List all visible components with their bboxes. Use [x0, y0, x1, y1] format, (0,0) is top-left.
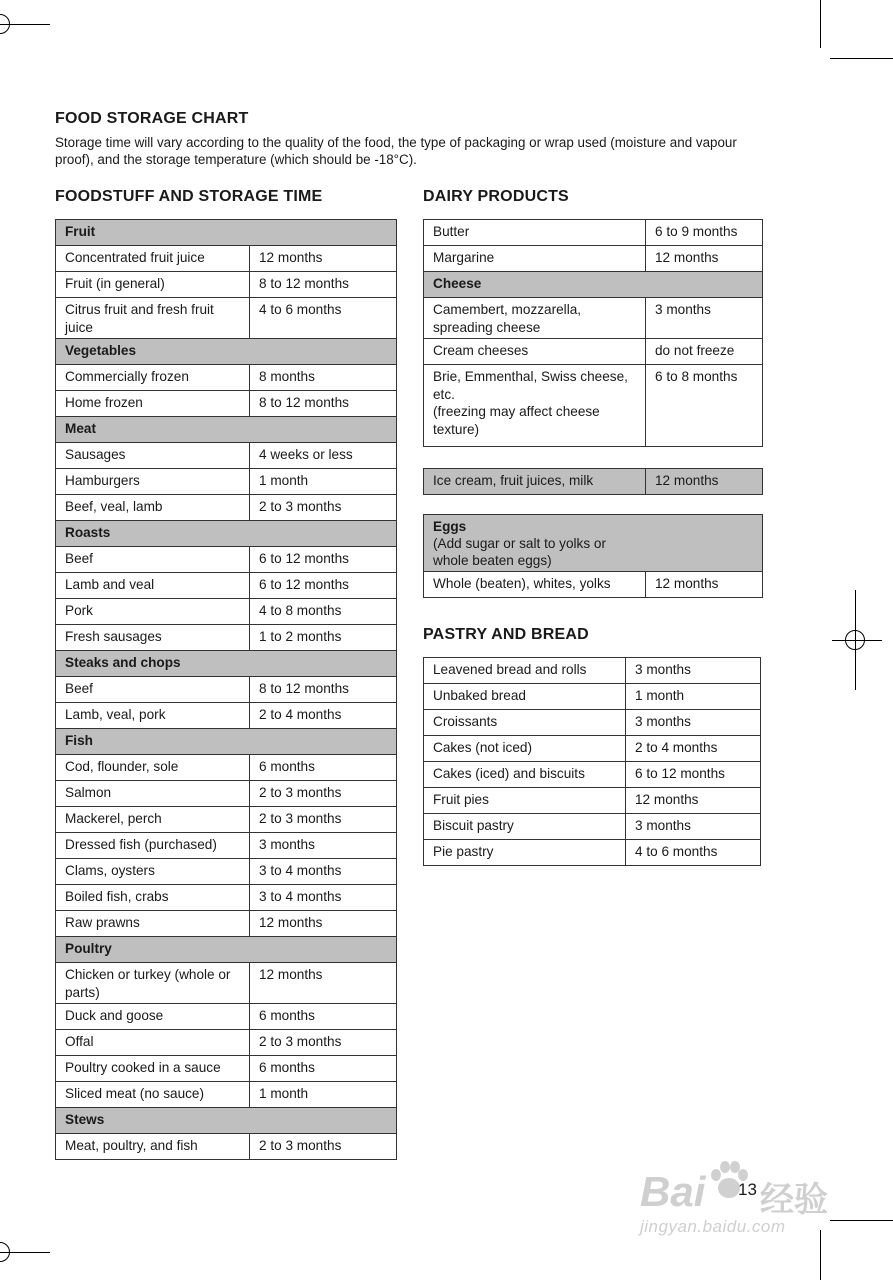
food-item: Pork [56, 599, 250, 625]
eggs-table [423, 514, 763, 598]
storage-time: 4 weeks or less [250, 443, 397, 469]
food-item: Ice cream, fruit juices, milk [424, 469, 646, 495]
registration-mark [845, 630, 865, 650]
food-item: Beef [56, 677, 250, 703]
table-row [56, 625, 397, 651]
category-row [424, 515, 763, 572]
table-row [56, 1082, 397, 1108]
table-row [56, 963, 397, 1004]
food-item: Camembert, mozzarella, spreading cheese [424, 298, 646, 339]
storage-time: 12 months [250, 911, 397, 937]
storage-time: 8 to 12 months [250, 272, 397, 298]
crop-mark [830, 1220, 893, 1221]
storage-time: 2 to 3 months [250, 495, 397, 521]
table-row [56, 547, 397, 573]
table-row [56, 677, 397, 703]
food-item: Whole (beaten), whites, yolks [424, 572, 646, 598]
crop-mark [830, 58, 893, 59]
storage-time: 2 to 4 months [250, 703, 397, 729]
category-eggs [424, 515, 763, 572]
food-item: Croissants [424, 710, 626, 736]
food-item: Unbaked bread [424, 684, 626, 710]
crop-mark [820, 0, 821, 48]
food-item: Beef [56, 547, 250, 573]
storage-time: 2 to 4 months [626, 736, 761, 762]
food-item: Clams, oysters [56, 859, 250, 885]
category-eggs-label: Eggs [433, 519, 467, 534]
storage-time: 8 months [250, 365, 397, 391]
storage-time: 2 to 3 months [250, 781, 397, 807]
food-item: Dressed fish (purchased) [56, 833, 250, 859]
food-item [424, 365, 646, 447]
storage-time: 6 months [250, 1004, 397, 1030]
dairy-heading: DAIRY PRODUCTS [423, 188, 569, 205]
table-row [424, 572, 763, 598]
food-item: Offal [56, 1030, 250, 1056]
intro-text: Storage time will vary according to the quality of the food, the type of packaging or wrap used (moisture and vapour proof), and the storage temperature (which should be -18°C). [55, 135, 737, 167]
page-title: FOOD STORAGE CHART [55, 110, 249, 127]
storage-time: 1 month [250, 1082, 397, 1108]
category-row [56, 339, 397, 365]
food-item-name: Brie, Emmenthal, Swiss cheese, etc. [433, 369, 628, 402]
storage-time: 6 to 12 months [250, 547, 397, 573]
storage-time: 12 months [250, 246, 397, 272]
category-cheese: Cheese [424, 272, 763, 298]
table-row [56, 1004, 397, 1030]
food-item: Fruit (in general) [56, 272, 250, 298]
table-row [56, 246, 397, 272]
category-row [424, 272, 763, 298]
food-item: Fresh sausages [56, 625, 250, 651]
registration-mark [0, 14, 10, 34]
food-item: Chicken or turkey (whole or parts) [56, 963, 250, 1004]
food-item: Raw prawns [56, 911, 250, 937]
table-row [56, 911, 397, 937]
storage-time: 12 months [646, 469, 763, 495]
table-row [56, 298, 397, 339]
storage-time: 4 to 8 months [250, 599, 397, 625]
category-row [56, 937, 397, 963]
storage-time: 12 months [626, 788, 761, 814]
food-item: Boiled fish, crabs [56, 885, 250, 911]
storage-time: 6 months [250, 1056, 397, 1082]
category-meat: Meat [56, 417, 397, 443]
category-steaks: Steaks and chops [56, 651, 397, 677]
food-item: Hamburgers [56, 469, 250, 495]
food-item: Cakes (iced) and biscuits [424, 762, 626, 788]
storage-time: 1 to 2 months [250, 625, 397, 651]
table-row [424, 684, 761, 710]
foodstuff-table [55, 219, 397, 1160]
storage-time: 2 to 3 months [250, 807, 397, 833]
table-row [424, 658, 761, 684]
dairy-table [423, 219, 763, 447]
storage-time: 6 to 12 months [626, 762, 761, 788]
category-stews: Stews [56, 1108, 397, 1134]
storage-time: 12 months [646, 572, 763, 598]
food-item: Beef, veal, lamb [56, 495, 250, 521]
category-row [56, 417, 397, 443]
icecream-table [423, 468, 763, 495]
food-item: Butter [424, 220, 646, 246]
table-row [424, 365, 763, 447]
storage-time: 3 to 4 months [250, 859, 397, 885]
table-row [56, 859, 397, 885]
pastry-table [423, 657, 761, 866]
food-item: Cakes (not iced) [424, 736, 626, 762]
storage-time: 3 months [646, 298, 763, 339]
table-row [56, 391, 397, 417]
storage-time: 1 month [250, 469, 397, 495]
food-item: Biscuit pastry [424, 814, 626, 840]
storage-time: 2 to 3 months [250, 1134, 397, 1160]
storage-time: 3 to 4 months [250, 885, 397, 911]
pastry-heading: PASTRY AND BREAD [423, 626, 589, 643]
food-item: Citrus fruit and fresh fruit juice [56, 298, 250, 339]
category-row [56, 651, 397, 677]
food-item: Cod, flounder, sole [56, 755, 250, 781]
table-row [424, 469, 763, 495]
food-item: Commercially frozen [56, 365, 250, 391]
table-row [424, 762, 761, 788]
page-number: 13 [738, 1180, 757, 1199]
table-row [56, 781, 397, 807]
table-row [424, 710, 761, 736]
table-row [424, 814, 761, 840]
storage-time: 3 months [626, 658, 761, 684]
table-row [56, 495, 397, 521]
storage-time: 3 months [250, 833, 397, 859]
table-row [56, 469, 397, 495]
watermark-cn: 经验 [760, 1181, 828, 1219]
storage-time: 8 to 12 months [250, 391, 397, 417]
category-vegetables: Vegetables [56, 339, 397, 365]
food-item: Pie pastry [424, 840, 626, 866]
storage-time: 3 months [626, 710, 761, 736]
table-row [424, 298, 763, 339]
storage-time: 8 to 12 months [250, 677, 397, 703]
food-item: Duck and goose [56, 1004, 250, 1030]
storage-time: 4 to 6 months [250, 298, 397, 339]
table-row [56, 807, 397, 833]
category-row [56, 729, 397, 755]
storage-time: 12 months [646, 246, 763, 272]
food-item: Meat, poultry, and fish [56, 1134, 250, 1160]
storage-time: 6 to 12 months [250, 573, 397, 599]
food-item: Sliced meat (no sauce) [56, 1082, 250, 1108]
category-poultry: Poultry [56, 937, 397, 963]
table-row [56, 365, 397, 391]
table-row [56, 1056, 397, 1082]
watermark-url: jingyan.baidu.com [640, 1217, 786, 1236]
food-item: Sausages [56, 443, 250, 469]
category-fruit: Fruit [56, 220, 397, 246]
table-row [56, 703, 397, 729]
storage-time: 2 to 3 months [250, 1030, 397, 1056]
table-row [424, 220, 763, 246]
food-item: Concentrated fruit juice [56, 246, 250, 272]
food-item: Salmon [56, 781, 250, 807]
food-item: Leavened bread and rolls [424, 658, 626, 684]
food-item: Cream cheeses [424, 339, 646, 365]
table-row [424, 788, 761, 814]
category-row [56, 521, 397, 547]
table-row [56, 443, 397, 469]
table-row [56, 573, 397, 599]
food-item: Poultry cooked in a sauce [56, 1056, 250, 1082]
registration-mark [0, 1242, 10, 1262]
table-row [56, 1030, 397, 1056]
category-eggs-note: (Add sugar or salt to yolks or whole beaten eggs) [433, 536, 607, 568]
foodstuff-heading: FOODSTUFF AND STORAGE TIME [55, 188, 323, 205]
crop-mark [820, 1230, 821, 1280]
storage-time: do not freeze [646, 339, 763, 365]
table-row [424, 339, 763, 365]
table-row [424, 840, 761, 866]
category-row [56, 220, 397, 246]
table-row [56, 272, 397, 298]
storage-time: 3 months [626, 814, 761, 840]
food-item: Home frozen [56, 391, 250, 417]
food-item: Mackerel, perch [56, 807, 250, 833]
food-item: Lamb and veal [56, 573, 250, 599]
storage-time: 6 to 8 months [646, 365, 763, 447]
storage-time: 6 months [250, 755, 397, 781]
category-row [56, 1108, 397, 1134]
food-item: Margarine [424, 246, 646, 272]
storage-time: 1 month [626, 684, 761, 710]
table-row [424, 246, 763, 272]
table-row [56, 755, 397, 781]
food-item-note: (freezing may affect cheese texture) [433, 404, 600, 437]
food-item: Fruit pies [424, 788, 626, 814]
table-row [424, 736, 761, 762]
category-fish: Fish [56, 729, 397, 755]
table-row [56, 885, 397, 911]
storage-time: 4 to 6 months [626, 840, 761, 866]
table-row [56, 833, 397, 859]
table-row [56, 1134, 397, 1160]
watermark-brand: Bai [640, 1168, 706, 1215]
storage-time: 6 to 9 months [646, 220, 763, 246]
table-row [56, 599, 397, 625]
food-item: Lamb, veal, pork [56, 703, 250, 729]
storage-time: 12 months [250, 963, 397, 1004]
category-roasts: Roasts [56, 521, 397, 547]
